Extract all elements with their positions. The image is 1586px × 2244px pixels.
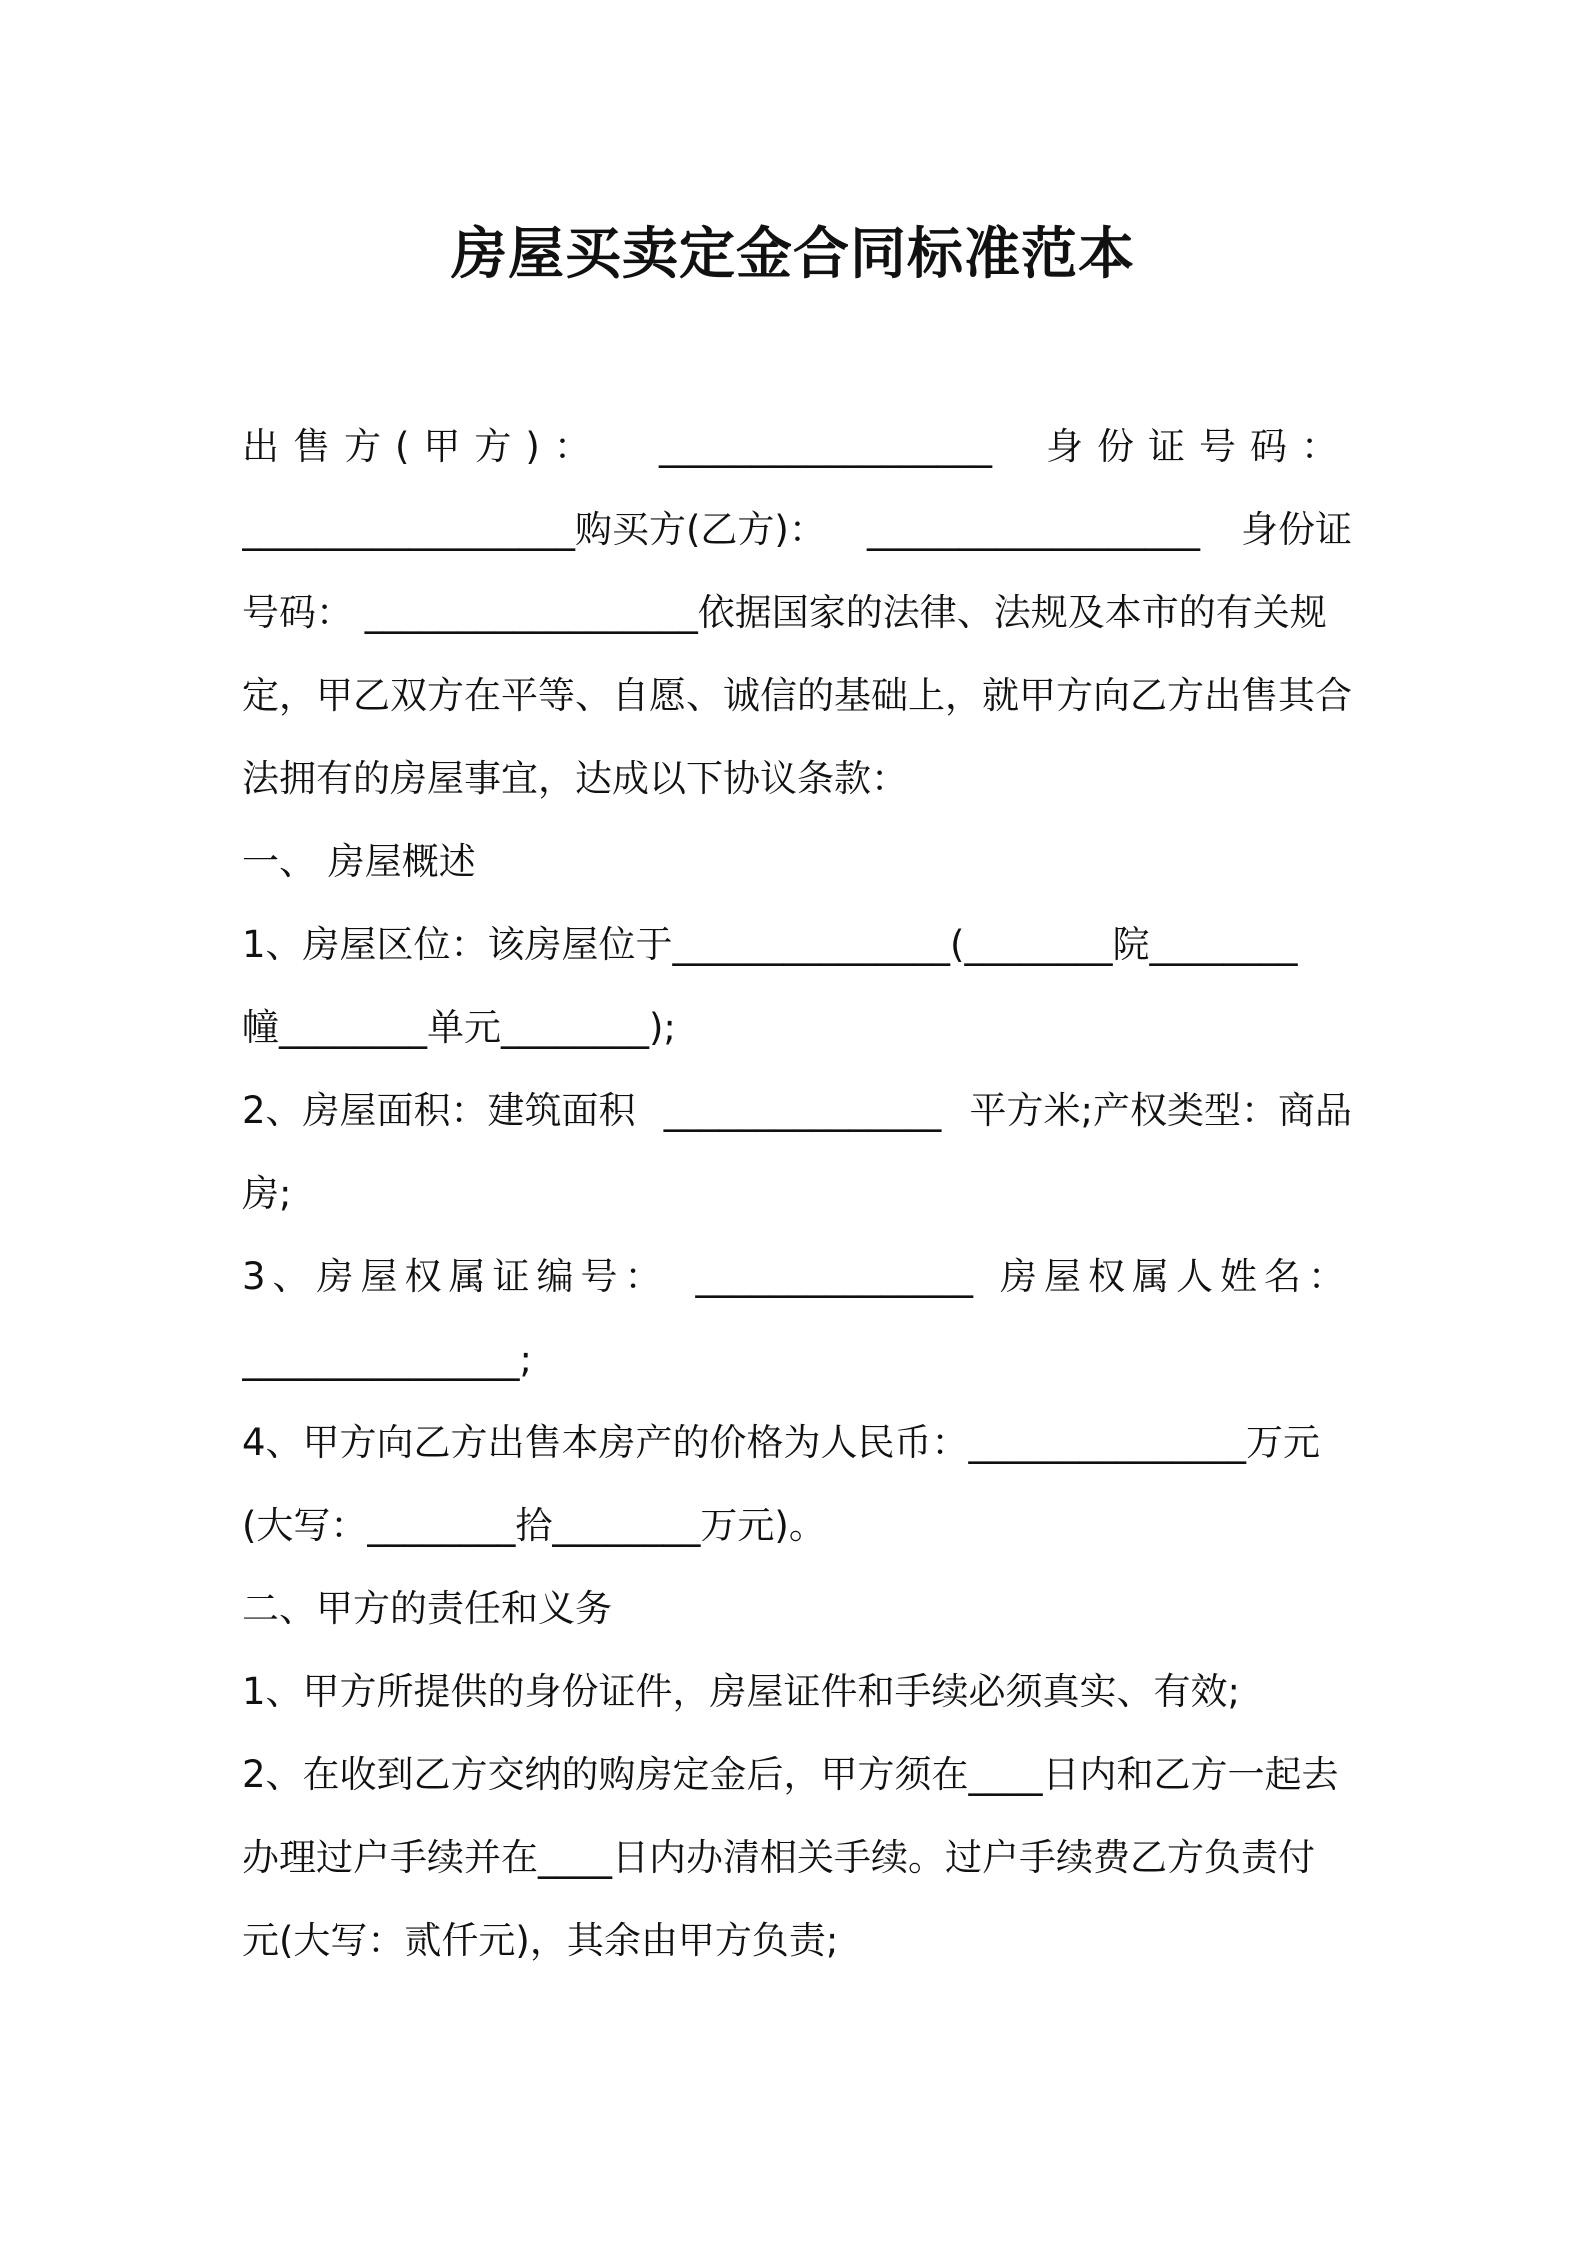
paragraph-line: 2、在收到乙方交纳的购房定金后，甲方须在____日内和乙方一起去 bbox=[242, 1753, 1339, 1796]
area-label: 2、房屋面积：建筑面积 bbox=[242, 1089, 636, 1132]
paragraph-line: 幢________单元________); bbox=[242, 1006, 676, 1049]
paragraph-line: 房; bbox=[242, 1172, 292, 1215]
paragraph-line bbox=[242, 1069, 1352, 1152]
seller-blank: __________________ bbox=[658, 425, 992, 468]
certificate-label: 3、房屋权属证编号： bbox=[242, 1255, 669, 1298]
paragraph-line: _______________; bbox=[242, 1338, 532, 1381]
paragraph-line: 定，甲乙双方在平等、自愿、诚信的基础上，就甲方向乙方出售其合 bbox=[242, 674, 1352, 717]
paragraph-line bbox=[242, 1235, 1352, 1318]
section-heading: 二、甲方的责任和义务 bbox=[242, 1587, 612, 1630]
paragraph-line: 元(大写：贰仟元)，其余由甲方负责; bbox=[242, 1919, 839, 1962]
document-title: 房屋买卖定金合同标准范本 bbox=[451, 222, 1135, 287]
paragraph-line: 4、甲方向乙方出售本房产的价格为人民币：_______________万元 bbox=[242, 1421, 1321, 1464]
paragraph-line bbox=[242, 488, 1352, 571]
paragraph-line: 办理过户手续并在____日内办清相关手续。过户手续费乙方负责付 bbox=[242, 1836, 1315, 1879]
buyer-label: __________________购买方(乙方)： bbox=[242, 508, 826, 551]
buyer-blank: __________________ bbox=[866, 508, 1200, 551]
area-blank: _______________ bbox=[663, 1089, 942, 1132]
id-number-label: 身份证号码： bbox=[1046, 425, 1352, 468]
certificate-blank: _______________ bbox=[695, 1255, 974, 1298]
section-heading: 一、 房屋概述 bbox=[242, 840, 476, 883]
property-type-label: 平方米;产权类型：商品 bbox=[969, 1089, 1352, 1132]
paragraph-line: 号码： __________________依据国家的法律、法规及本市的有关规 bbox=[242, 591, 1327, 634]
seller-label: 出售方(甲方)： bbox=[242, 425, 605, 468]
paragraph-line: 1、甲方所提供的身份证件，房屋证件和手续必须真实、有效; bbox=[242, 1670, 1241, 1713]
document-body bbox=[242, 405, 1352, 1982]
owner-name-label: 房屋权属人姓名： bbox=[999, 1255, 1352, 1298]
id-label: 身份证 bbox=[1241, 508, 1352, 551]
paragraph-line: 1、房屋区位：该房屋位于_______________(________院________ bbox=[242, 923, 1298, 966]
paragraph-line: 法拥有的房屋事宜，达成以下协议条款： bbox=[242, 757, 908, 800]
paragraph-line bbox=[242, 405, 1352, 488]
paragraph-line: (大写：________拾________万元)。 bbox=[242, 1504, 826, 1547]
